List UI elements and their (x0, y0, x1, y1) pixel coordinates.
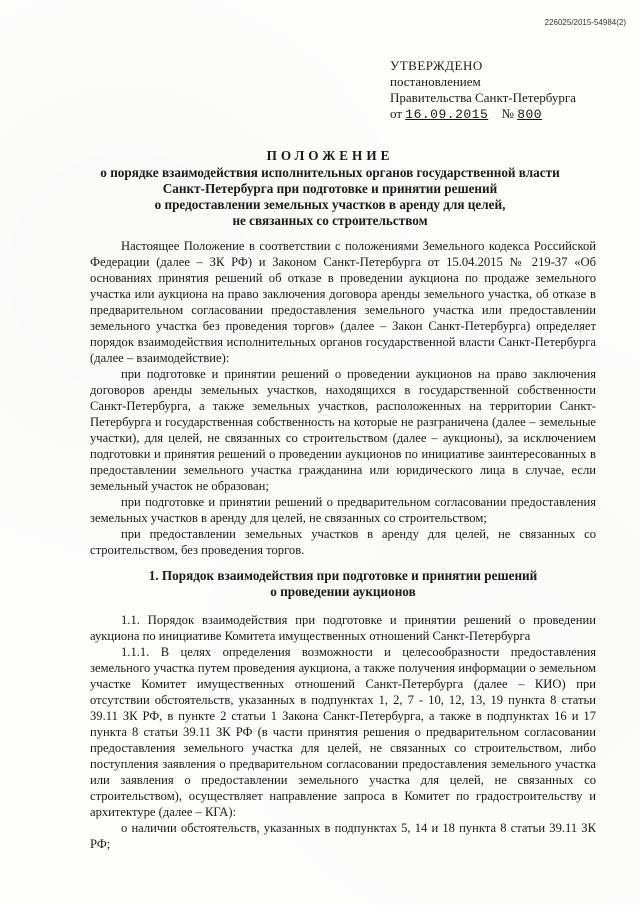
intro-paragraph: Настоящее Положение в соответствии с положениями Земельного кодекса Российской Федерации (далее – ЗК РФ) и Законом Санкт-Петербурга от 15.04.2015 № 219-37 «Об основаниях принятия решений об отказе в проведении аукциона по продаже земельного участка или аукциона на право заключения договора аренды земельного участка, об отказе в предварительном согласовании предоставления земельного участка или предоставлении земельного участка без проведения торгов» (далее – Закон Санкт-Петербурга) определяет порядок взаимодействия исполнительных органов государственной власти Санкт-Петербурга (далее – взаимодействие): (90, 239, 596, 365)
section-paragraph: 1.1. Порядок взаимодействия при подготовке и принятии решений о проведении аукциона по инициативе Комитета имущественных отношений Санкт-Петербурга (90, 613, 596, 643)
intro-paragraph: при подготовке и принятии решений о проведении аукционов на право заключения договоров аренды земельных участков, находящихся в государственной собственности Санкт-Петербурга, а также земельных участков, расположенных на территории Санкт-Петербурга и государственная собственность на которые не разграничена (далее – земельные участки), для целей, не связанных со строительством (далее – аукционы), за исключением подготовки и принятия решений о проведении аукционов по инициативе заинтересованных в предоставлении земельного участка гражданина или юридического лица в случае, если земельный участок не образован; (90, 367, 596, 493)
section-paragraph: о наличии обстоятельств, указанных в подпунктах 5, 14 и 18 пункта 8 статьи 39.11 ЗК РФ; (90, 821, 596, 851)
document-title (90, 148, 570, 229)
title-main: ПОЛОЖЕНИЕ (266, 148, 394, 163)
section-1-heading (90, 568, 596, 600)
number-prefix: № (501, 106, 514, 121)
title-subline: о предоставлении земельных участков в аренду для целей, (154, 197, 506, 212)
section-heading-line: о проведении аукционов (270, 584, 416, 599)
title-subline: Санкт-Петербурга при подготовке и принятии решений (162, 181, 498, 196)
approval-line-government: Правительства Санкт-Петербурга (390, 90, 576, 105)
approval-line-decree: постановлением (390, 74, 481, 89)
approved-label: УТВЕРЖДЕНО (390, 58, 483, 73)
title-subline: о порядке взаимодействия исполнительных органов государственной власти (100, 165, 560, 180)
intro-text (90, 238, 596, 558)
intro-paragraph: при предоставлении земельных участков в аренду для целей, не связанных со строительством, без проведения торгов. (90, 527, 596, 557)
section-heading-line: 1. Порядок взаимодействия при подготовке и принятии решений (148, 568, 538, 583)
intro-paragraph: при подготовке и принятии решений о предварительном согласовании предоставления земельных участков в аренду для целей, не связанных со строительством; (90, 495, 596, 525)
document-id: 226025/2015-54984(2) (544, 18, 626, 27)
section-1-text (90, 612, 596, 852)
approval-date-line (390, 106, 620, 123)
approval-stamp (390, 58, 620, 123)
title-subline: не связанных со строительством (232, 213, 428, 228)
approval-date: 16.09.2015 (405, 107, 489, 122)
date-prefix: от (390, 106, 403, 121)
approval-number: 800 (517, 107, 543, 122)
section-paragraph: 1.1.1. В целях определения возможности и целесообразности предоставления земельного участка путем проведения аукциона, а также получения информации о земельном участке Комитет имущественных отношений Санкт-Петербурга (далее – КИО) при отсутствии обстоятельств, указанных в подпунктах 1, 2, 7 - 10, 12, 13, 19 пункта 8 статьи 39.11 ЗК РФ, в пункте 2 статьи 1 Закона Санкт-Петербурга, а также в подпунктах 16 и 17 пункта 8 статьи 39.11 ЗК РФ (в части принятия решения о предварительном согласовании предоставления земельного участка для целей, не связанных со строительством, либо поступления заявления о предварительном согласовании предоставления земельного участка или заявления о предоставлении земельного участка для целей, не связанных со строительством), осуществляет направление запроса в Комитет по градостроительству и архитектуре (далее – КГА): (90, 645, 596, 819)
